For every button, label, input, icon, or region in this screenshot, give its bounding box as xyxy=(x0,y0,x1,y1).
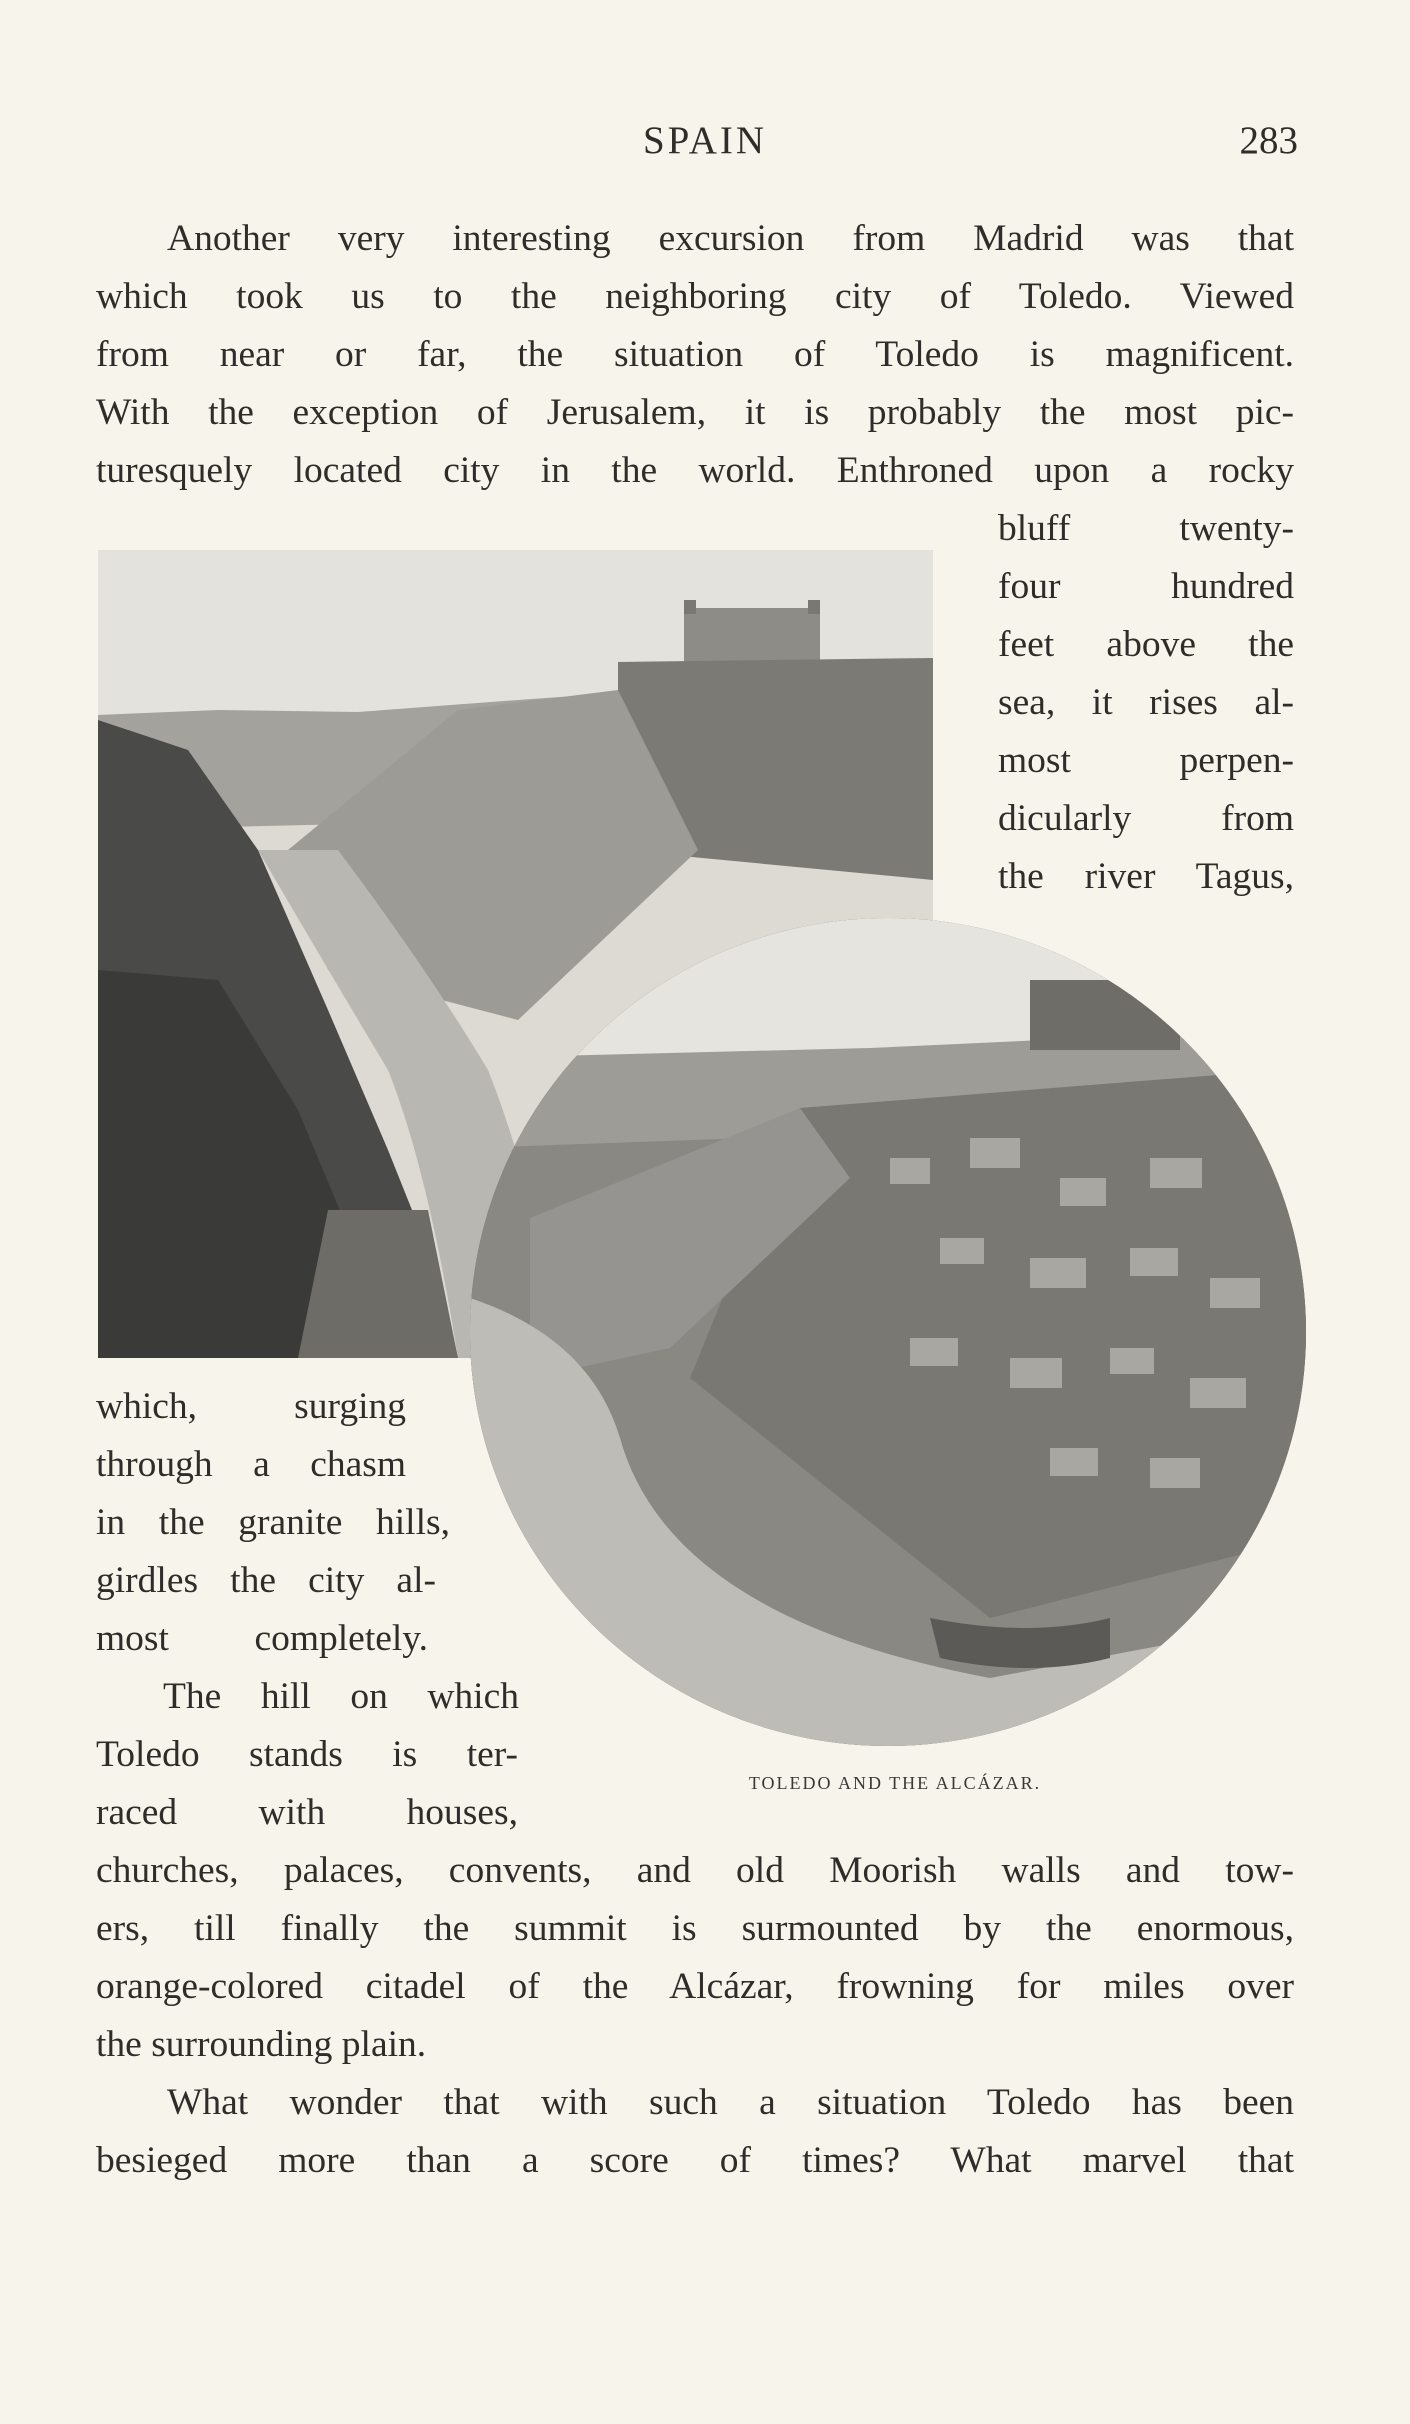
text-line: the surrounding plain. xyxy=(96,2024,427,2065)
text-line: which took us to the neighboring city of Toledo. Viewed xyxy=(96,276,1294,317)
running-head: SPAIN xyxy=(642,119,768,162)
text-line: The hill on which xyxy=(163,1676,519,1717)
city-illustration xyxy=(470,918,1306,1746)
text-line: turesquely located city in the world. Enthroned upon a rocky xyxy=(96,450,1294,491)
figure-caption: TOLEDO AND THE ALCÁZAR. xyxy=(748,1773,1042,1793)
text-line: most perpen- xyxy=(998,740,1294,781)
text-line: besieged more than a score of times? What marvel that xyxy=(96,2140,1294,2181)
text-line: ers, till finally the summit is surmounted by the enormous, xyxy=(96,1908,1294,1949)
text-line: from near or far, the situation of Toledo is magnificent. xyxy=(96,334,1294,375)
text-line: feet above the xyxy=(998,624,1294,665)
text-line: through a chasm xyxy=(96,1444,406,1485)
text-line: most completely. xyxy=(96,1618,428,1659)
text-line: raced with houses, xyxy=(96,1792,518,1833)
text-line: in the granite hills, xyxy=(96,1502,450,1543)
toledo-city-photo xyxy=(470,918,1306,1746)
text-line: sea, it rises al- xyxy=(998,682,1294,723)
text-line: the river Tagus, xyxy=(998,856,1294,897)
text-line: With the exception of Jerusalem, it is probably the most pic- xyxy=(96,392,1294,433)
page-number: 283 xyxy=(1239,119,1298,162)
text-line: Another very interesting excursion from Madrid was that xyxy=(167,218,1294,259)
text-line: Toledo stands is ter- xyxy=(96,1734,518,1775)
text-line: What wonder that with such a situation Toledo has been xyxy=(167,2082,1294,2123)
text-line: bluff twenty- xyxy=(998,508,1294,549)
text-line: dicularly from xyxy=(998,798,1294,839)
text-line: which, surging xyxy=(96,1386,406,1427)
text-line: orange-colored citadel of the Alcázar, frowning for miles over xyxy=(96,1966,1294,2007)
text-line: churches, palaces, convents, and old Moorish walls and tow- xyxy=(96,1850,1294,1891)
text-line: girdles the city al- xyxy=(96,1560,436,1601)
text-line: four hundred xyxy=(998,566,1294,607)
